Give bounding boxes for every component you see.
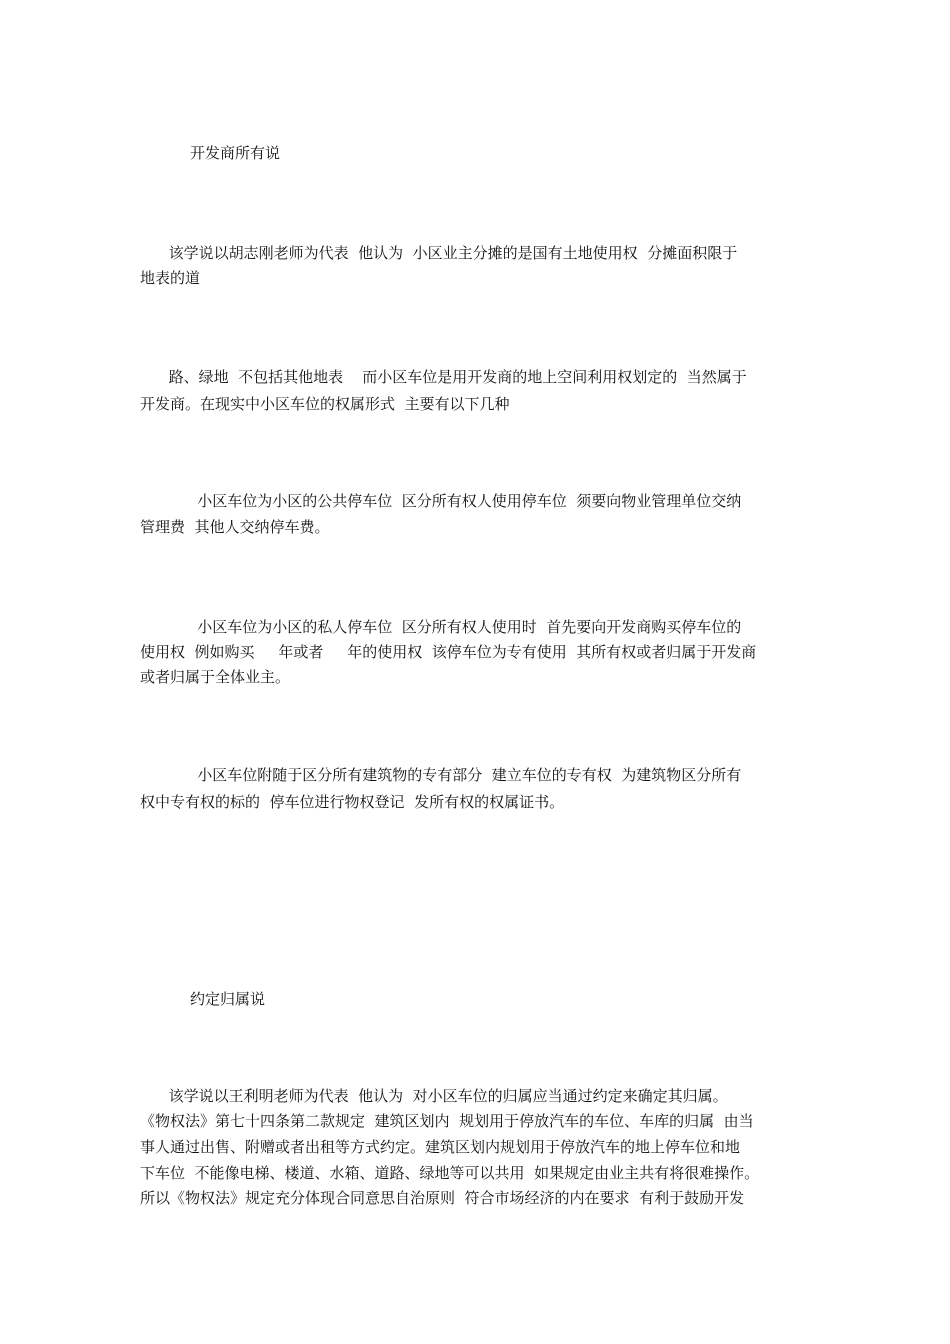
paragraph-line: 地表的道 <box>140 269 201 287</box>
paragraph-line: 开发商。在现实中小区车位的权属形式 主要有以下几种 <box>140 395 510 413</box>
paragraph-line: 小区车位附随于区分所有建筑物的专有部分 建立车位的专有权 为建筑物区分所有 <box>140 766 742 784</box>
paragraph-line: 下车位 不能像电梯、楼道、水箱、道路、绿地等可以共用 如果规定由业主共有将很难操作。 <box>140 1164 760 1182</box>
paragraph-line: 路、绿地 不包括其他地表 而小区车位是用开发商的地上空间利用权划定的 当然属于 <box>140 368 747 386</box>
paragraph-line: 所以《物权法》规定充分体现合同意思自治原则 符合市场经济的内在要求 有利于鼓励开发 <box>140 1189 745 1207</box>
paragraph-line: 小区车位为小区的公共停车位 区分所有权人使用停车位 须要向物业管理单位交纳 <box>140 492 742 510</box>
paragraph-line: 小区车位为小区的私人停车位 区分所有权人使用时 首先要向开发商购买停车位的 <box>140 618 742 636</box>
paragraph-line: 该学说以王利明老师为代表 他认为 对小区车位的归属应当通过约定来确定其归属。 <box>140 1087 728 1105</box>
paragraph-line: 事人通过出售、附赠或者出租等方式约定。建筑区划内规划用于停放汽车的地上停车位和地 <box>140 1138 741 1156</box>
section-heading-developer-ownership: 开发商所有说 <box>190 144 281 162</box>
section-heading-agreed-ownership: 约定归属说 <box>190 990 266 1008</box>
paragraph-line: 使用权 例如购买 年或者 年的使用权 该停车位为专有使用 其所有权或者归属于开发商 <box>140 643 757 661</box>
paragraph-line: 或者归属于全体业主。 <box>140 668 291 686</box>
paragraph-line: 权中专有权的标的 停车位进行物权登记 发所有权的权属证书。 <box>140 793 565 811</box>
paragraph-line: 该学说以胡志刚老师为代表 他认为 小区业主分摊的是国有土地使用权 分摊面积限于 <box>140 244 738 262</box>
paragraph-line: 管理费 其他人交纳停车费。 <box>140 518 330 536</box>
paragraph-line: 《物权法》第七十四条第二款规定 建筑区划内 规划用于停放汽车的车位、车库的归属 由当 <box>140 1112 754 1130</box>
